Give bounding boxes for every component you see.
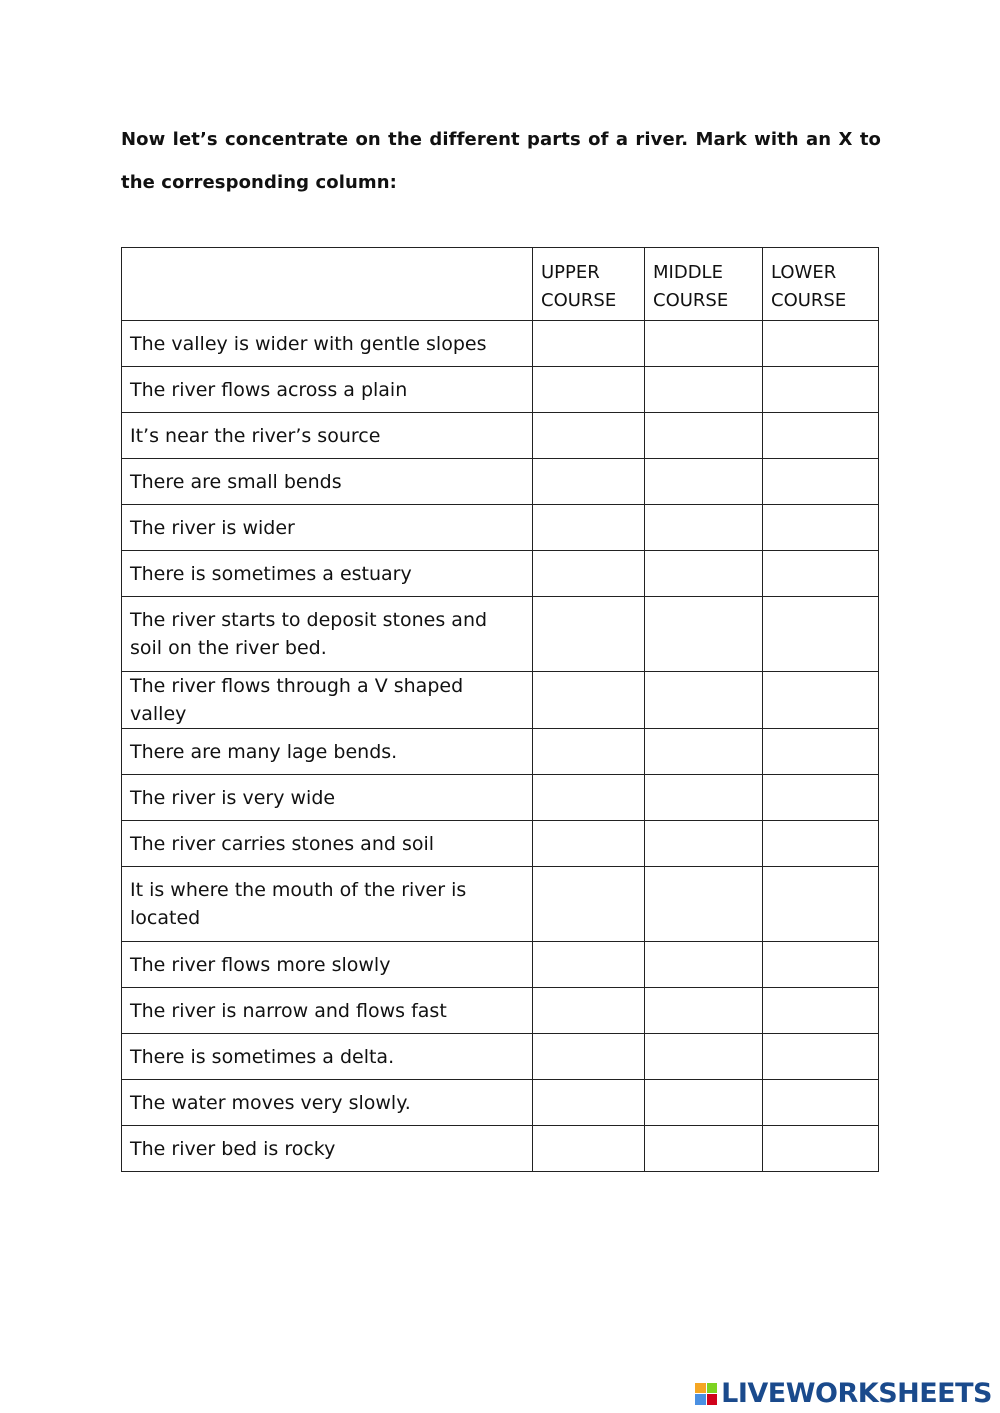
statement-cell: There is sometimes a estuary	[122, 551, 533, 597]
lower-course-cell[interactable]	[763, 321, 879, 367]
middle-course-cell[interactable]	[645, 821, 763, 867]
lower-course-cell[interactable]	[763, 821, 879, 867]
statement-cell: The river flows across a plain	[122, 367, 533, 413]
instructions-text: Now let’s concentrate on the different parts of a river. Mark with an X to the corresponding column:	[121, 129, 881, 193]
table-row	[122, 988, 879, 1034]
middle-course-cell[interactable]	[645, 1034, 763, 1080]
middle-course-cell[interactable]	[645, 729, 763, 775]
table-header-row	[122, 248, 879, 321]
table-row	[122, 1126, 879, 1172]
statement-cell: The river is very wide	[122, 775, 533, 821]
lower-course-cell[interactable]	[763, 505, 879, 551]
lower-course-cell[interactable]	[763, 597, 879, 672]
upper-course-cell[interactable]	[533, 1126, 645, 1172]
upper-course-cell[interactable]	[533, 1034, 645, 1080]
table-row	[122, 672, 879, 729]
upper-course-cell[interactable]	[533, 775, 645, 821]
lower-course-cell[interactable]	[763, 867, 879, 942]
upper-course-cell[interactable]	[533, 597, 645, 672]
upper-course-cell[interactable]	[533, 867, 645, 942]
table-row	[122, 321, 879, 367]
lower-course-cell[interactable]	[763, 459, 879, 505]
middle-course-cell[interactable]	[645, 597, 763, 672]
middle-course-cell[interactable]	[645, 321, 763, 367]
table-row	[122, 551, 879, 597]
lower-course-cell[interactable]	[763, 551, 879, 597]
statement-cell: The river flows through a V shaped valley	[122, 672, 533, 729]
lower-course-cell[interactable]	[763, 988, 879, 1034]
statement-cell: The river bed is rocky	[122, 1126, 533, 1172]
upper-course-cell[interactable]	[533, 821, 645, 867]
lower-course-cell[interactable]	[763, 775, 879, 821]
statement-cell: There are small bends	[122, 459, 533, 505]
upper-course-cell[interactable]	[533, 672, 645, 729]
table-row	[122, 413, 879, 459]
statement-cell: It’s near the river’s source	[122, 413, 533, 459]
upper-course-cell[interactable]	[533, 413, 645, 459]
river-course-table	[121, 247, 879, 1172]
table-row	[122, 505, 879, 551]
table-row	[122, 867, 879, 942]
upper-course-cell[interactable]	[533, 988, 645, 1034]
middle-course-cell[interactable]	[645, 413, 763, 459]
statement-cell: The river is wider	[122, 505, 533, 551]
middle-course-cell[interactable]	[645, 505, 763, 551]
middle-course-cell[interactable]	[645, 459, 763, 505]
statement-cell: The river is narrow and flows fast	[122, 988, 533, 1034]
lower-course-cell[interactable]	[763, 1080, 879, 1126]
middle-course-cell[interactable]	[645, 672, 763, 729]
liveworksheets-logo	[695, 1378, 992, 1409]
table-row	[122, 729, 879, 775]
middle-course-cell[interactable]	[645, 1126, 763, 1172]
liveworksheets-logo-icon	[695, 1383, 717, 1405]
table-row	[122, 942, 879, 988]
table-row	[122, 459, 879, 505]
header-upper-course: UPPER COURSE	[533, 248, 645, 321]
table-row	[122, 821, 879, 867]
middle-course-cell[interactable]	[645, 867, 763, 942]
lower-course-cell[interactable]	[763, 413, 879, 459]
upper-course-cell[interactable]	[533, 942, 645, 988]
table-row	[122, 597, 879, 672]
lower-course-cell[interactable]	[763, 672, 879, 729]
header-middle-course: MIDDLE COURSE	[645, 248, 763, 321]
table-row	[122, 775, 879, 821]
lower-course-cell[interactable]	[763, 367, 879, 413]
statement-cell: It is where the mouth of the river is located	[122, 867, 533, 942]
upper-course-cell[interactable]	[533, 459, 645, 505]
middle-course-cell[interactable]	[645, 551, 763, 597]
header-lower-course: LOWER COURSE	[763, 248, 879, 321]
middle-course-cell[interactable]	[645, 367, 763, 413]
statement-cell: The valley is wider with gentle slopes	[122, 321, 533, 367]
header-statement	[122, 248, 533, 321]
lower-course-cell[interactable]	[763, 1126, 879, 1172]
statement-cell: There is sometimes a delta.	[122, 1034, 533, 1080]
statement-cell: The river starts to deposit stones and soil on the river bed.	[122, 597, 533, 672]
statement-cell: The river carries stones and soil	[122, 821, 533, 867]
statement-cell: The river flows more slowly	[122, 942, 533, 988]
upper-course-cell[interactable]	[533, 505, 645, 551]
lower-course-cell[interactable]	[763, 942, 879, 988]
upper-course-cell[interactable]	[533, 367, 645, 413]
table-row	[122, 367, 879, 413]
middle-course-cell[interactable]	[645, 942, 763, 988]
upper-course-cell[interactable]	[533, 551, 645, 597]
middle-course-cell[interactable]	[645, 1080, 763, 1126]
middle-course-cell[interactable]	[645, 988, 763, 1034]
table-row	[122, 1034, 879, 1080]
middle-course-cell[interactable]	[645, 775, 763, 821]
upper-course-cell[interactable]	[533, 321, 645, 367]
lower-course-cell[interactable]	[763, 729, 879, 775]
logo-text: LIVEWORKSHEETS	[721, 1378, 992, 1409]
statement-cell: There are many lage bends.	[122, 729, 533, 775]
lower-course-cell[interactable]	[763, 1034, 879, 1080]
upper-course-cell[interactable]	[533, 729, 645, 775]
upper-course-cell[interactable]	[533, 1080, 645, 1126]
statement-cell: The water moves very slowly.	[122, 1080, 533, 1126]
table-row	[122, 1080, 879, 1126]
